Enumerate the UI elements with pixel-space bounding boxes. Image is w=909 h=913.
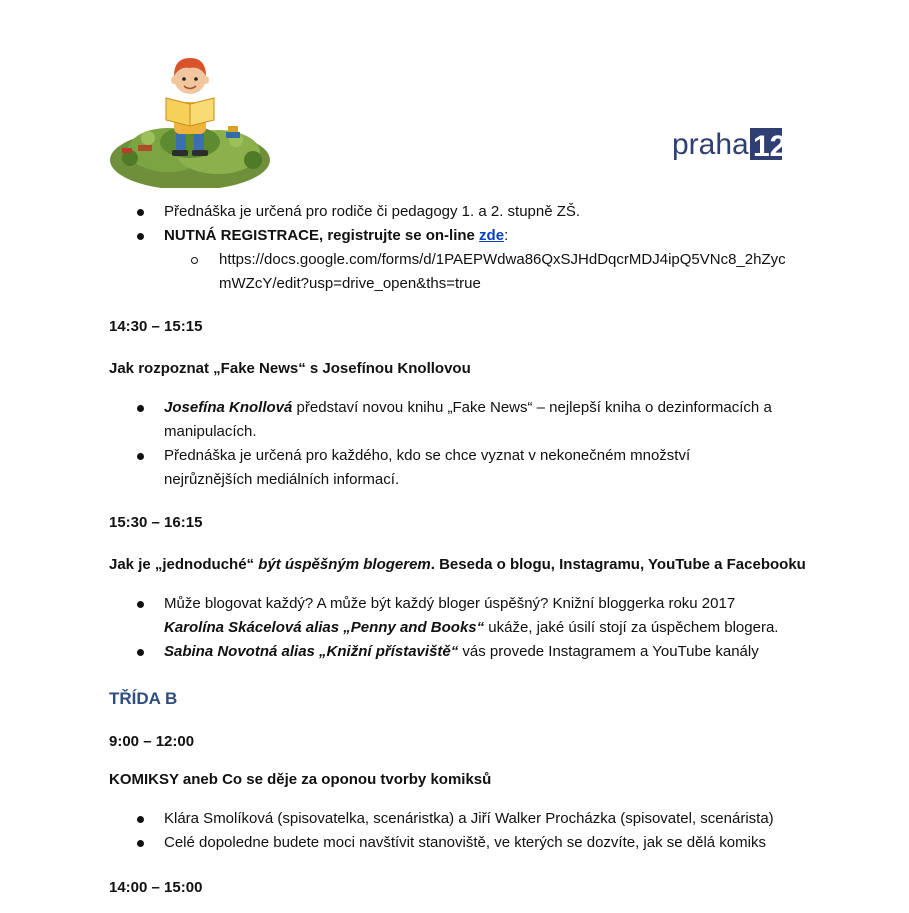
session-time: 14:00 – 15:00 [109, 879, 203, 896]
list-item: Celé dopoledne budete moci navštívit stanoviště, ve kterých se dozvíte, jak se dělá komiks [0, 831, 909, 855]
session-title: Jak rozpoznat „Fake News“ s Josefínou Knollovou [109, 360, 471, 377]
list-item: Klára Smolíková (spisovatelka, scenáristka) a Jiří Walker Procházka (spisovatel, scenárista) [0, 807, 909, 831]
session-time: 15:30 – 16:15 [109, 514, 203, 531]
logo-text: praha [672, 128, 749, 161]
registration-url[interactable]: https://docs.google.com/forms/d/1PAEPWdwa86QxSJHdDqcrMDJ4ipQ5VNc8_2hZyc mWZcY/edit?usp=drive_open&ths=true [164, 248, 809, 296]
session-title: KOMIKSY aneb Co se děje za oponou tvorby komiksů [109, 771, 492, 788]
list-item: Sabina Novotná alias „Knižní přístaviště“ vás provede Instagramem a YouTube kanály [0, 640, 909, 664]
session-title: Jak je „jednoduché“ být úspěšným blogerem. Beseda o blogu, Instagramu, YouTube a Facebooku [109, 556, 806, 573]
list-item: Josefína Knollová představí novou knihu „Fake News“ – nejlepší kniha o dezinformacích a manipulacích. [0, 396, 909, 444]
list-item: Přednáška je určená pro každého, kdo se chce vyznat v nekonečném množství nejrůznějších mediálních informací. [0, 444, 909, 492]
praha12-logo [672, 124, 784, 164]
section-heading: TŘÍDA B [109, 689, 178, 708]
registration-link[interactable]: zde [479, 227, 505, 244]
list-item: NUTNÁ REGISTRACE, registrujte se on-line zde: https://docs.google.com/forms/d/1PAEPWdwa86QxSJHdDqcrMDJ4ipQ5VNc8_2hZyc mWZcY/edit?usp=drive_open&ths=true [0, 224, 909, 296]
logo-number: 12 [753, 130, 784, 163]
section-b-bullets [0, 807, 909, 855]
session-time: 9:00 – 12:00 [109, 733, 195, 750]
registration-bullets [0, 200, 909, 296]
list-item: Přednáška je určená pro rodiče či pedagogy 1. a 2. stupně ZŠ. [0, 200, 909, 224]
registration-url-sublist [164, 248, 809, 296]
list-item: Může blogovat každý? A může být každý bloger úspěšný? Knižní bloggerka roku 2017 Karolína Skácelová alias „Penny and Books“ ukáže, jaké úsilí stojí za úspěchem blogera. [0, 592, 909, 640]
boy-reading-book-illustration [108, 50, 273, 188]
session1-bullets [0, 396, 909, 492]
session2-bullets [0, 592, 909, 664]
session-time: 14:30 – 15:15 [109, 318, 203, 335]
